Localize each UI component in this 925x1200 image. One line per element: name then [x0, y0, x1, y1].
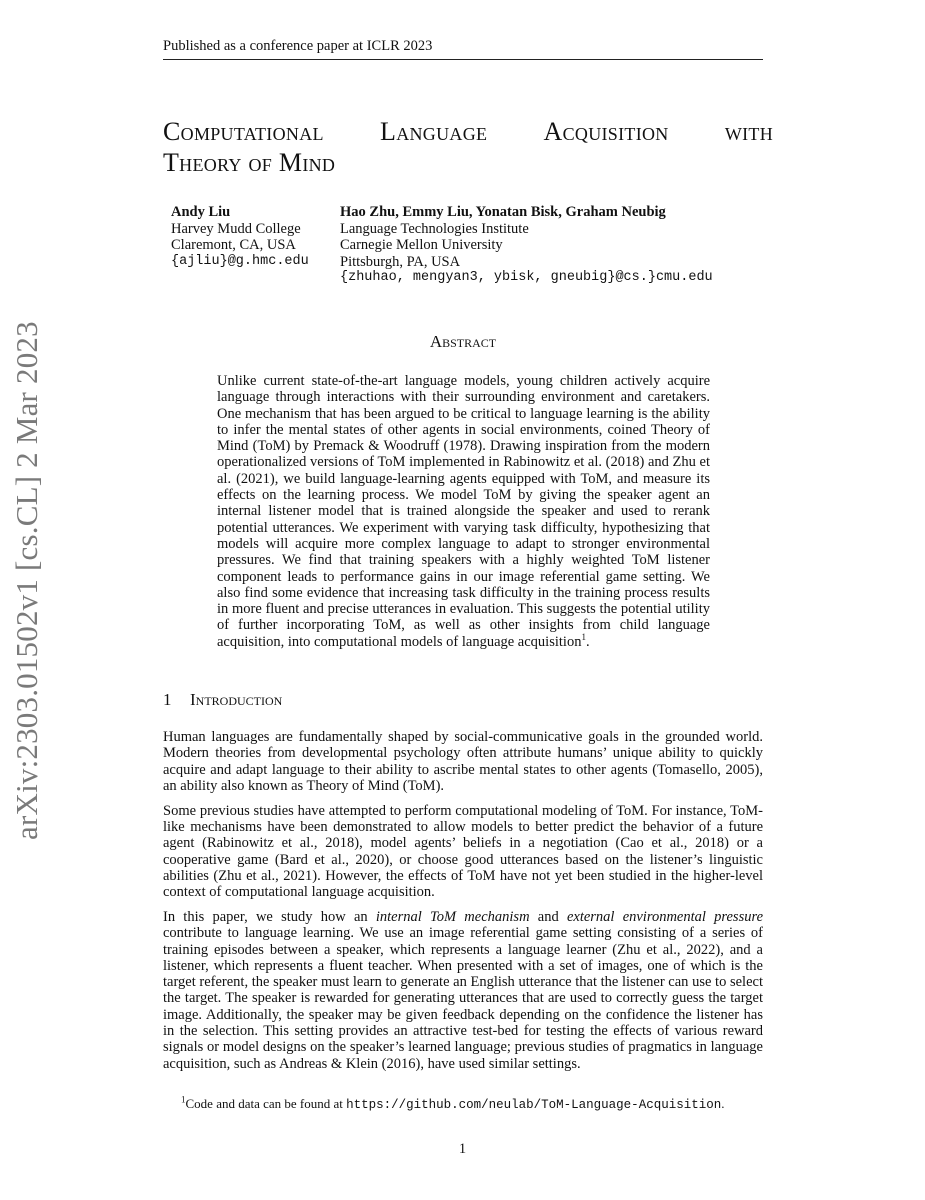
- section-heading-introduction: [163, 690, 282, 710]
- title-word: Computational: [163, 117, 324, 146]
- title-line-1: [163, 116, 773, 147]
- author-email: {zhuhao, mengyan3, ybisk, gneubig}@cs.}cmu.edu: [340, 270, 713, 285]
- emphasis: internal ToM mechanism: [375, 908, 530, 925]
- footnote-marker[interactable]: 1: [581, 631, 586, 642]
- title-word: Acquisition: [543, 117, 669, 146]
- arxiv-watermark: arXiv:2303.01502v1 [cs.CL] 2 Mar 2023: [9, 321, 44, 840]
- emphasis: external environmental pressure: [566, 908, 764, 925]
- paragraph: Some previous studies have attempted to perform computational modeling of ToM. For instance, ToM-like mechanisms have been demonstrated to allow models to better predict the behavior of a future agent (Rabinowitz et al., 2018), model agents’ beliefs in a negotiation (Cao et al., 2018) or a cooperative game (Bard et al., 2020), or choose good utterances based on the listener’s linguistic abilities (Zhu et al., 2021). However, the effects of ToM have not yet been studied in the higher-level context of computational language acquisition.: [163, 802, 763, 901]
- footnote-text: Code and data can be found at: [185, 1096, 347, 1111]
- section-title: Introduction: [190, 690, 283, 709]
- footnote-end: .: [721, 1096, 725, 1111]
- section-number: 1: [163, 690, 172, 709]
- text-run: and: [529, 908, 567, 925]
- author-block-1: [171, 204, 309, 270]
- introduction-body: [163, 729, 763, 1080]
- text-run: In this paper, we study how an: [163, 908, 376, 925]
- title-line-2: Theory of Mind: [163, 148, 336, 177]
- footnote: [181, 1096, 781, 1112]
- abstract-body: Unlike current state-of-the-art language models, young children actively acquire language through interactions with their surrounding environment and caretakers. One mechanism that has been argued to be critical to language learning is the ability to infer the mental states of other agents in social environments, coined Theory of Mind (ToM) by Premack & Woodruff (1978). Drawing inspiration from the modern operationalized versions of ToM implemented in Rabinowitz et al. (2018) and Zhu et al. (2021), we build language-learning agents equipped with ToM, and measure its effects on the learning process. We model ToM by giving the speaker agent an internal listener model that is trained alongside the speaker and used to rerank potential utterances. We experiment with varying task difficulty, hypothesizing that models will acquire more complex language to adapt to stronger environmental pressures. We find that training speakers with a highly weighted ToM listener component leads to performance gains in our image referential game setting. We also find some evidence that increasing task difficulty in the training process results in more fluent and precise utterances in evaluation. This suggests the potential utility of further incorporating ToM, as well as other insights from child language acquisition, into computational models of language acquisition: [217, 373, 710, 650]
- abstract-text: [217, 373, 710, 650]
- page-number: 1: [458, 1141, 467, 1157]
- abstract-heading: Abstract: [429, 332, 497, 351]
- title-word: with: [724, 117, 773, 146]
- author-location: Pittsburgh, PA, USA: [340, 253, 461, 270]
- abstract-end: .: [585, 633, 590, 650]
- title-word: Language: [380, 117, 488, 146]
- paper-title: [163, 116, 773, 178]
- footnote-url-link[interactable]: https://github.com/neulab/ToM-Language-Acquisition: [346, 1098, 722, 1112]
- paragraph: [163, 909, 763, 1072]
- author-institution: Carnegie Mellon University: [340, 237, 503, 253]
- author-names: Andy Liu: [171, 204, 231, 220]
- author-names: Hao Zhu, Emmy Liu, Yonatan Bisk, Graham Neubig: [340, 204, 666, 220]
- author-block-2: [340, 204, 713, 287]
- footnote-number: 1: [181, 1094, 186, 1105]
- author-location: Claremont, CA, USA: [171, 237, 296, 253]
- author-affiliation: Harvey Mudd College: [171, 220, 301, 237]
- author-affiliation: Language Technologies Institute: [340, 220, 529, 237]
- paragraph: Human languages are fundamentally shaped by social-communicative goals in the grounded world. Modern theories from developmental psychology often attribute humans’ unique ability to quickly acquire and adapt language to their ability to ascribe mental states to other agents (Tomasello, 2005), an ability also known as Theory of Mind (ToM).: [163, 729, 763, 794]
- running-header: Published as a conference paper at ICLR 2023: [163, 38, 763, 60]
- author-email: {ajliu}@g.hmc.edu: [171, 253, 309, 269]
- text-run: contribute to language learning. We use an image referential game setting consisting of a series of training episodes between a speaker, which represents a language learner (Zhu et al., 2022), and a listener, which represents a fluent teacher. When presented with a set of images, one of which is the target referent, the speaker must learn to generate an English utterance that the listener can use to select the target. The speaker is rewarded for generating utterances that are used to correctly guess the target image. Additionally, the speaker may be given feedback depending on the confidence the listener has in the selection. This setting provides an attractive test-bed for testing the effects of various reward signals or model designs on the speaker’s learned language; previous studies of pragmatics in language acquisition, such as Andreas & Klein (2016), have used similar settings.: [163, 925, 763, 1072]
